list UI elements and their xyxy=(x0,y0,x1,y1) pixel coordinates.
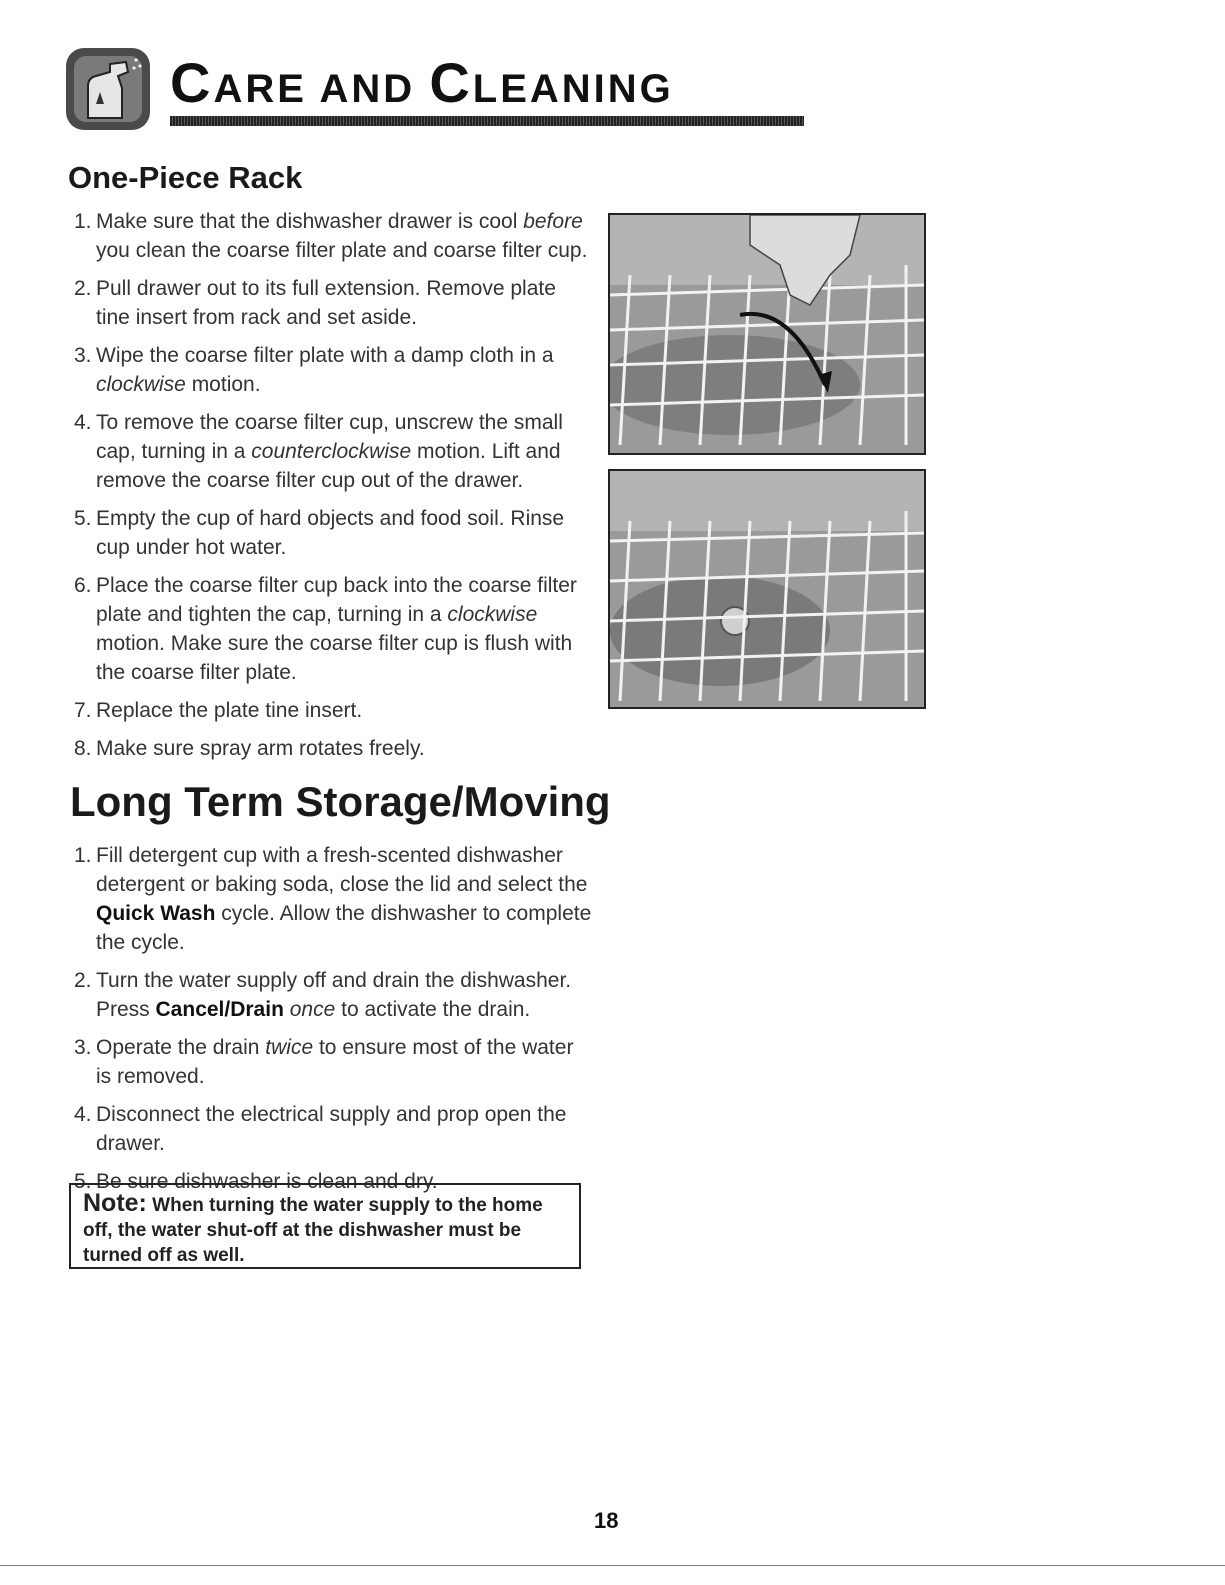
list-item: 6. Place the coarse filter cup back into the coarse filter plate and tighten the cap, turning in a clockwise motion. Make sure the coarse filter cup is flush with the coarse filter plate. xyxy=(74,574,577,684)
bottom-rule xyxy=(0,1565,1225,1566)
note-box xyxy=(69,1183,581,1269)
page-title: CARE AND CLEANING xyxy=(170,51,674,114)
note-label: Note: xyxy=(83,1189,147,1217)
list-item: 3. Operate the drain twice to ensure most of the water is removed. xyxy=(74,1036,574,1088)
section-heading-one-piece-rack: One-Piece Rack xyxy=(68,160,303,195)
one-piece-rack-steps xyxy=(74,207,594,772)
list-item: 2. Turn the water supply off and drain the dishwasher. Press Cancel/Drain once to activate the drain. xyxy=(74,969,572,1021)
spray-bottle-icon xyxy=(66,48,150,130)
list-item: 1. Fill detergent cup with a fresh-scented dishwasher detergent or baking soda, close the lid and select the Quick Wash cycle. Allow the dishwasher to complete the cycle. xyxy=(74,844,592,954)
list-item: 5. Be sure dishwasher is clean and dry. xyxy=(74,1170,438,1193)
list-item: 7. Replace the plate tine insert. xyxy=(74,699,363,722)
page-header xyxy=(66,40,746,132)
long-term-storage-steps xyxy=(74,841,594,1205)
list-item: 3. Wipe the coarse filter plate with a damp cloth in a clockwise motion. xyxy=(74,344,554,396)
page-number: 18 xyxy=(594,1508,619,1533)
list-item: 5. Empty the cup of hard objects and food soil. Rinse cup under hot water. xyxy=(74,507,565,559)
note-text: When turning the water supply to the home off, the water shut-off at the dishwasher must be turned off as well. xyxy=(83,1195,543,1266)
list-item: 4. Disconnect the electrical supply and prop open the drawer. xyxy=(74,1103,567,1155)
list-item: 4. To remove the coarse filter cup, unscrew the small cap, turning in a counterclockwise motion. Lift and remove the coarse filter cup out of the drawer. xyxy=(74,411,563,492)
rack-photo-insert-removed xyxy=(608,469,926,709)
list-item: 8. Make sure spray arm rotates freely. xyxy=(74,737,425,760)
header-rule xyxy=(170,116,804,126)
list-item: 1. Make sure that the dishwasher drawer is cool before you clean the coarse filter plate and coarse filter cup. xyxy=(74,210,588,262)
rack-photo-removing-insert xyxy=(608,213,926,455)
list-item: 2. Pull drawer out to its full extension. Remove plate tine insert from rack and set aside. xyxy=(74,277,556,329)
section-heading-long-term-storage: Long Term Storage/Moving xyxy=(70,778,611,825)
